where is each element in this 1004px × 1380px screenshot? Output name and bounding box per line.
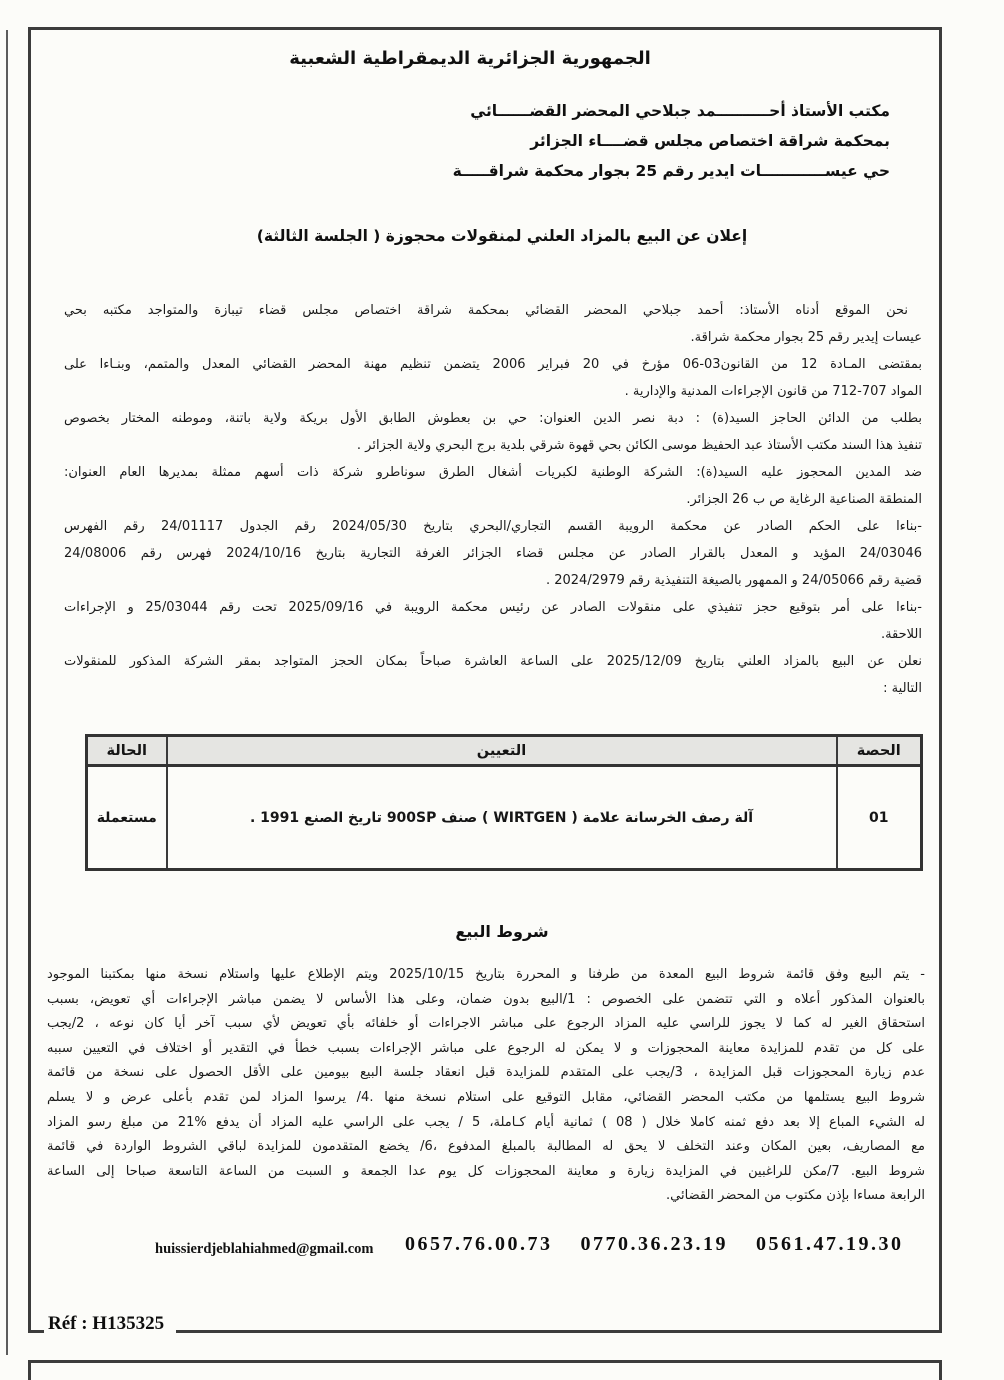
reference-label: Réf : H135325 <box>44 1313 176 1335</box>
col-header-lot: الحصة <box>837 736 922 766</box>
body-line: تنفيذ هذا السند مكتب الأستاذ عبد الحفيظ موسى الكائن بحي قهوة شرقي بلدية برج البحري ولاية الجزائر . <box>356 438 922 453</box>
body-line: نعلن عن البيع بالمزاد العلني بتاريخ 2025/12/09 على الساعة العاشرة صباحاً بمكان الحجز المتواجد بمقر الشركة المذكور للمنقولات <box>64 654 922 669</box>
table-row <box>87 766 922 870</box>
table-header-row <box>87 736 922 766</box>
conditions-line: - يتم البيع وفق قائمة شروط البيع المعدة من طرفنا و المحررة بتاريخ 2025/10/15 ويتم الإطلاع عليها واستلام نسخة منها بمكتبنا الموجود <box>47 967 925 982</box>
sale-conditions-body <box>47 963 925 1209</box>
col-header-designation: التعيين <box>167 736 837 766</box>
email-text: huissierdjeblahiahmed@gmail.com <box>155 1241 374 1257</box>
body-line: قضية رقم 24/05066 و الممهور بالصيغة التنفيذية رقم 2024/2979 . <box>545 573 922 588</box>
announcement-body <box>64 297 922 702</box>
phone-number: 0770.36.23.19 <box>580 1233 728 1255</box>
body-line: -بناءا على الحكم الصادر عن محكمة الرويبة القسم التجاري/البحري بتاريخ 2024/05/30 رقم الجدول 24/01117 رقم الفهرس <box>64 519 922 534</box>
republic-title: الجمهورية الجزائرية الديمقراطية الشعبية <box>289 48 651 69</box>
phone-number: 0657.76.00.73 <box>405 1233 553 1255</box>
body-line: المنطقة الصناعية الرغاية ص ب 26 الجزائر. <box>686 492 922 507</box>
body-line: التالية : <box>883 681 922 696</box>
office-name-line: مكتب الأستاذ أحــــــــــمد جبلاحي المحضر القضــــــائي <box>470 102 890 120</box>
conditions-line: له الشيء المباع إلا بعد دفع ثمنه كاملا خلال ( 08 ) ثمانية أيام كـاملة، 5 / يجب على الراسي عليه المزاد أن يدفع %21 من مبلغ رسو المزاد <box>47 1114 925 1130</box>
body-line: اللاحقة. <box>880 627 922 642</box>
conditions-line: بالعنوان المذكور أعلاه و التي تتضمن على الخصوص : 1/البيع بدون ضمان، وعلى هذا الأساس لا يضمن مباشر الإجراءات أي تعويض، بسبب <box>47 991 925 1007</box>
scan-edge-line <box>6 30 8 1355</box>
conditions-line: شروط البيع يستلمها من مكتب المحضر القضائي، مقابل التوقيع على استلام نسخة منها .4/ يرسوا المزاد لمن تقدم بأعلى عرض و لا يسلم <box>47 1089 925 1105</box>
bailiff-office-block <box>190 96 890 186</box>
announcement-title: إعلان عن البيع بالمزاد العلني لمنقولات محجوزة ( الجلسة الثالثة) <box>256 227 748 245</box>
body-line: المواد 707-712 من قانون الإجراءات المدنية والإدارية . <box>624 384 922 399</box>
body-line: نحن الموقع أدناه الأستاذ: أحمد جبلاحي المحضر القضائي بمحكمة شراقة اختصاص مجلس قضاء تيبازة والمتواجد مكتبه بحي <box>64 303 908 318</box>
conditions-line: شروط البيع. 7/مكن للراغبين في المزايدة زيارة و معاينة المحجوزات كل يوم عدا الجمعة و السبت من الساعة التاسعة صباحا إلى الساعة <box>47 1163 925 1179</box>
conditions-line: الرابعة مساءا بإذن مكتوب من المحضر القضائي. <box>666 1188 925 1204</box>
designation-cell: آلة رصف الخرسانة علامة ( WIRTGEN ) صنف 900SP تاريخ الصنع 1991 . <box>167 766 837 870</box>
conditions-line: على كل من تقدم للمزايدة معاينة المحجوزات و لا يمكن له الرجوع على مباشر الإجراءات بسبب خطأ في التقدير أو اختلاف في التعيين سببه <box>47 1040 925 1056</box>
conditions-line: استحقاق الغير له كما لا يجوز للراسي عليه المزاد الرجوع على مباشر الاجراءات أو خلفائه بأي تعويض لأي سبب آخر أيا كان نوعه ، 2/يجب <box>47 1016 925 1032</box>
lot-cell: 01 <box>837 766 922 870</box>
body-line: -بناءا على أمر بتوقيع حجز تنفيذي على منقولات الصادر عن رئيس محكمة الرويبة في 2025/09/16 تحت رقم 25/03044 و الإجراءات <box>64 600 922 615</box>
phone-numbers <box>405 1233 904 1256</box>
body-line: 24/03046 المؤيد و المعدل بالقرار الصادر عن مجلس قضاء الجزائر الغرفة التجارية بتاريخ 2024/10/16 فهرس رقم 24/08006 <box>64 546 922 561</box>
sale-conditions-title: شروط البيع <box>455 922 549 941</box>
body-line: عيسات إيدير رقم 25 بجوار محكمة شراقة. <box>690 330 922 345</box>
conditions-line: عدم زيارة المحجوزات قبل المزايدة ، 3/يجب على المتقدم للمزايدة قبل انعقاد جلسة البيع بيومين على الأقل الحصول على نسخة من قائمة <box>47 1065 926 1081</box>
next-page-frame <box>28 1360 942 1380</box>
body-line: بطلب من الدائن الحاجز السيد(ة) : دبة نصر الدين العنوان: حي بن بعطوش الطابق الأول بريكة ولاية باتنة، وموطنه المختار بخصوص <box>64 411 922 426</box>
auction-items-table <box>85 734 923 871</box>
condition-cell: مستعملة <box>87 766 167 870</box>
col-header-condition: الحالة <box>87 736 167 766</box>
phone-number: 0561.47.19.30 <box>756 1233 904 1255</box>
body-line: ضد المدين المحجوز عليه السيد(ة): الشركة الوطنية لكبريات أشغال الطرق سوناطرو شركة ذات أسهم ممثلة بمديرها العام العنوان: <box>64 465 922 480</box>
body-line: بمقتضى المـادة 12 من القانون03-06 مؤرخ في 20 فبراير 2006 يتضمن تنظيم مهنة المحضر القضائي المعدل والمتمم، وبنـاءا على <box>64 357 923 372</box>
conditions-line: مع المصاريف، بعين المكان وعند التخلف لا يحق له المطالبة بالمبلغ المدفوع ،6/ يخضع المتقدمون للمزايدة لباقي الشروط الواردة في قائمة <box>47 1139 925 1155</box>
office-court-line: بمحكمة شراقة اختصاص مجلس قضــــاء الجزائر <box>530 132 890 150</box>
office-address-line: حي عيســــــــــــات ايدير رقم 25 بجوار محكمة شراقـــــة <box>452 162 890 180</box>
